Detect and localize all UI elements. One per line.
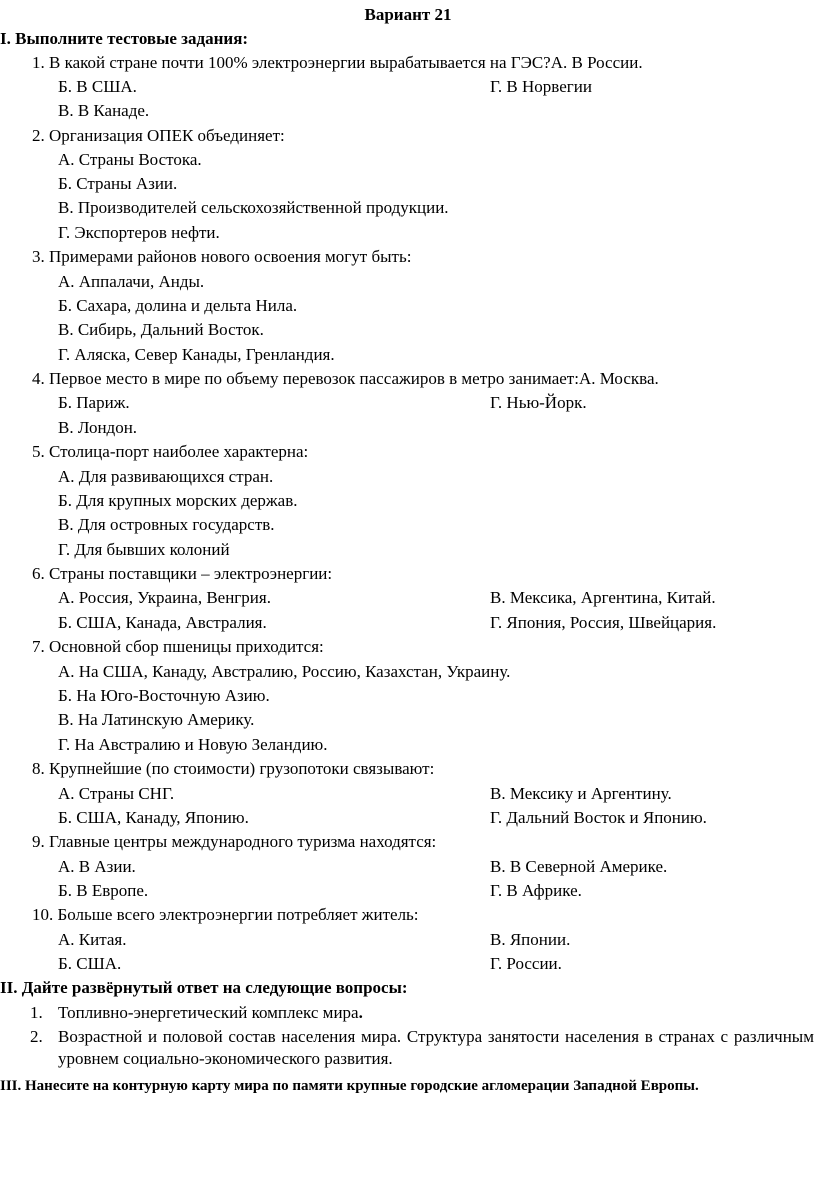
question-5: 5. Столица-порт наиболее характерна: (32, 442, 309, 461)
section-2-item-1-suffix: . (358, 1003, 363, 1022)
q10-answer-v: В. Японии. (490, 930, 571, 949)
section-1-heading: I. Выполните тестовые задания: (0, 29, 249, 48)
q7-answer-g: Г. На Австралию и Новую Зеландию. (58, 735, 328, 754)
q8-answer-a: А. Страны СНГ. (58, 784, 175, 803)
q6-answer-v: В. Мексика, Аргентина, Китай. (490, 588, 716, 607)
q7-answer-b: Б. На Юго-Восточную Азию. (58, 686, 270, 705)
q1-answer-b: Б. В США. (58, 77, 137, 96)
q10-answer-g: Г. России. (490, 954, 562, 973)
q6-answer-a: А. Россия, Украина, Венгрия. (58, 588, 271, 607)
q2-answer-a: А. Страны Востока. (58, 150, 202, 169)
q2-answer-b: Б. Страны Азии. (58, 174, 178, 193)
question-9: 9. Главные центры международного туризма находятся: (32, 832, 437, 851)
q4-answer-g: Г. Нью-Йорк. (490, 393, 587, 412)
q2-answer-g: Г. Экспортеров нефти. (58, 223, 220, 242)
q9-answer-v: В. В Северной Америке. (490, 857, 668, 876)
q7-answer-v: В. На Латинскую Америку. (58, 710, 255, 729)
q3-answer-v: В. Сибирь, Дальний Восток. (58, 320, 264, 339)
q10-answer-a: А. Китая. (58, 930, 127, 949)
q9-answer-g: Г. В Африке. (490, 881, 582, 900)
question-3: 3. Примерами районов нового освоения могут быть: (32, 247, 412, 266)
section-2-heading: II. Дайте развёрнутый ответ на следующие вопросы: (0, 978, 408, 997)
q3-answer-g: Г. Аляска, Север Канады, Гренландия. (58, 345, 335, 364)
question-2: 2. Организация ОПЕК объединяет: (32, 126, 285, 145)
q4-answer-v: В. Лондон. (58, 418, 138, 437)
q9-answer-b: Б. В Европе. (58, 881, 149, 900)
q10-answer-b: Б. США. (58, 954, 122, 973)
section-2-item-2: Возрастной и половой состав населения мира. Структура занятости населения в странах с различным уровнем социально-экономического развития. (58, 1027, 814, 1068)
q6-answer-b: Б. США, Канада, Австралия. (58, 613, 267, 632)
q8-answer-g: Г. Дальний Восток и Японию. (490, 808, 707, 827)
q4-answer-b: Б. Париж. (58, 393, 130, 412)
section-2-item-1 (58, 1002, 363, 1024)
section-2-item-1-text: Топливно-энергетический комплекс мира (58, 1003, 359, 1022)
q3-answer-a: А. Аппалачи, Анды. (58, 272, 205, 291)
section-2-item-2-number: 2. (30, 1027, 43, 1046)
q5-answer-a: А. Для развивающихся стран. (58, 467, 274, 486)
q8-answer-v: В. Мексику и Аргентину. (490, 784, 672, 803)
q2-answer-v: В. Производителей сельскохозяйственной продукции. (58, 198, 449, 217)
page-title: Вариант 21 (364, 5, 452, 24)
section-2-item-1-number: 1. (30, 1003, 43, 1022)
question-4: 4. Первое место в мире по объему перевозок пассажиров в метро занимает:А. Москва. (32, 369, 659, 388)
q9-answer-a: А. В Азии. (58, 857, 136, 876)
q3-answer-b: Б. Сахара, долина и дельта Нила. (58, 296, 298, 315)
q6-answer-g: Г. Япония, Россия, Швейцария. (490, 613, 717, 632)
q1-answer-v: В. В Канаде. (58, 101, 150, 120)
question-8: 8. Крупнейшие (по стоимости) грузопотоки связывают: (32, 759, 435, 778)
section-3-heading: III. Нанесите на контурную карту мира по памяти крупные городские агломерации Западной Европы. (0, 1078, 699, 1094)
question-1: 1. В какой стране почти 100% электроэнергии вырабатывается на ГЭС?А. В России. (32, 53, 643, 72)
q5-answer-v: В. Для островных государств. (58, 515, 275, 534)
question-10: 10. Больше всего электроэнергии потребляет житель: (32, 905, 419, 924)
q7-answer-a: А. На США, Канаду, Австралию, Россию, Казахстан, Украину. (58, 662, 511, 681)
question-6: 6. Страны поставщики – электроэнергии: (32, 564, 333, 583)
q5-answer-b: Б. Для крупных морских держав. (58, 491, 298, 510)
q5-answer-g: Г. Для бывших колоний (58, 540, 230, 559)
q1-answer-g: Г. В Норвегии (490, 77, 592, 96)
q8-answer-b: Б. США, Канаду, Японию. (58, 808, 249, 827)
question-7: 7. Основной сбор пшеницы приходится: (32, 637, 324, 656)
